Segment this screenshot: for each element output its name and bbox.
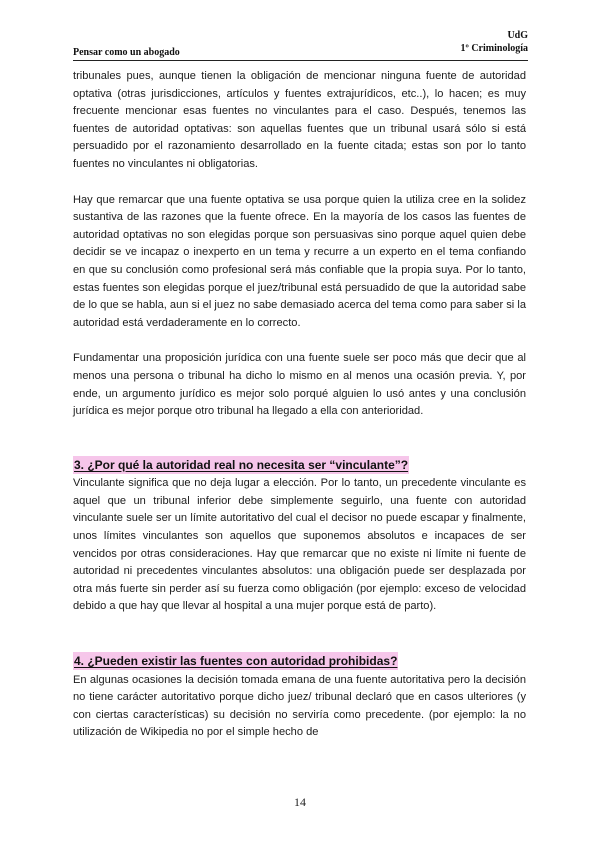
header-title: Pensar como un abogado bbox=[73, 47, 180, 58]
paragraph-5: En algunas ocasiones la decisión tomada emana de una fuente autoritativa pero la decisión no tiene carácter autoritativo porque dicho juez/ tribunal declaró que en casos ulteriores (y con ciertas características) su decisión no serviría como precedente. (por ejemplo: la no utilización de Wikipedia no por el simple hecho de bbox=[73, 673, 526, 739]
paragraph-3: Fundamentar una proposición jurídica con una fuente suele ser poco más que decir que al menos una persona o tribunal ha dicho lo mismo en al menos una ocasión previa. Y, por ende, un argumento jurídico es mejor solo porqué alguien lo usó antes y una conclusión jurídica es mejor porque otro tribunal ha llegado a ella con anterioridad. bbox=[73, 352, 526, 418]
section-heading-3: 3. ¿Por qué la autoridad real no necesita ser “vinculante”? bbox=[74, 457, 409, 472]
header-institution: UdG bbox=[507, 30, 528, 41]
header-course: 1º Criminología bbox=[460, 43, 528, 54]
paragraph-spacer bbox=[73, 174, 526, 192]
paragraph-spacer bbox=[73, 332, 526, 350]
page-number: 14 bbox=[294, 795, 306, 809]
section-heading-4: 4. ¿Pueden existir las fuentes con autoridad prohibidas? bbox=[74, 654, 398, 669]
section-spacer bbox=[73, 421, 526, 456]
header-divider bbox=[73, 60, 528, 61]
paragraph-4: Vinculante significa que no deja lugar a elección. Por lo tanto, un precedente vinculante es aquel que un tribunal inferior debe simplemente seguirlo, una fuente con autoridad vinculante suele ser un límite autoritativo del cual el decisor no puede escapar y finalmente, unos límites vinculantes son aquellos que suponemos absolutos e incapaces de ser vencidos por otras consideraciones. Hay que remarcar que no existe ni límite ni fuente de autoridad ni precedentes vinculantes absolutos: una obligación puede ser desplazada por otra más fuerte sin perder así su fuerza como obligación (por ejemplo: exceso de velocidad debido a que hay que llevar al hospital a una mujer porque está de parto). bbox=[73, 477, 526, 613]
paragraph-1: tribunales pues, aunque tienen la obligación de mencionar ninguna fuente de autoridad optativa (otras jurisdicciones, artículos y fuentes extrajurídicos, etc..), lo hacen; es muy frecuente mencionar esas fuentes no vinculantes para el caso. Después, tenemos las fuentes de autoridad optativas: son aquellas fuentes que un tribunal usará sólo si está persuadido por el razonamiento desarrollado en la fuente citada; estas son por lo tanto fuentes no vinculantes ni obligatorias. bbox=[73, 70, 526, 170]
header-right bbox=[461, 29, 528, 55]
paragraph-2: Hay que remarcar que una fuente optativa se usa porque quien la utiliza cree en la solidez sustantiva de las razones que la fuente ofrece. En la mayoría de los casos las fuentes de autoridad optativas no son elegidas porque son persuasivas sino porque aquel quien debe decidir se ve incapaz o inexperto en un tema y recurre a un experto en el tema confiando en que su conclusión como profesional será más confiable que la propia suya. Por lo tanto, estas fuentes son elegidas porque el juez/tribunal está persuadido de que la autoridad sabe de lo que se habla, aun si el juez no sabe demasiado acerca del tema como para saber si la autoridad está verdaderamente en lo correcto. bbox=[73, 193, 526, 329]
page-body bbox=[73, 68, 526, 742]
section-spacer bbox=[73, 616, 526, 652]
